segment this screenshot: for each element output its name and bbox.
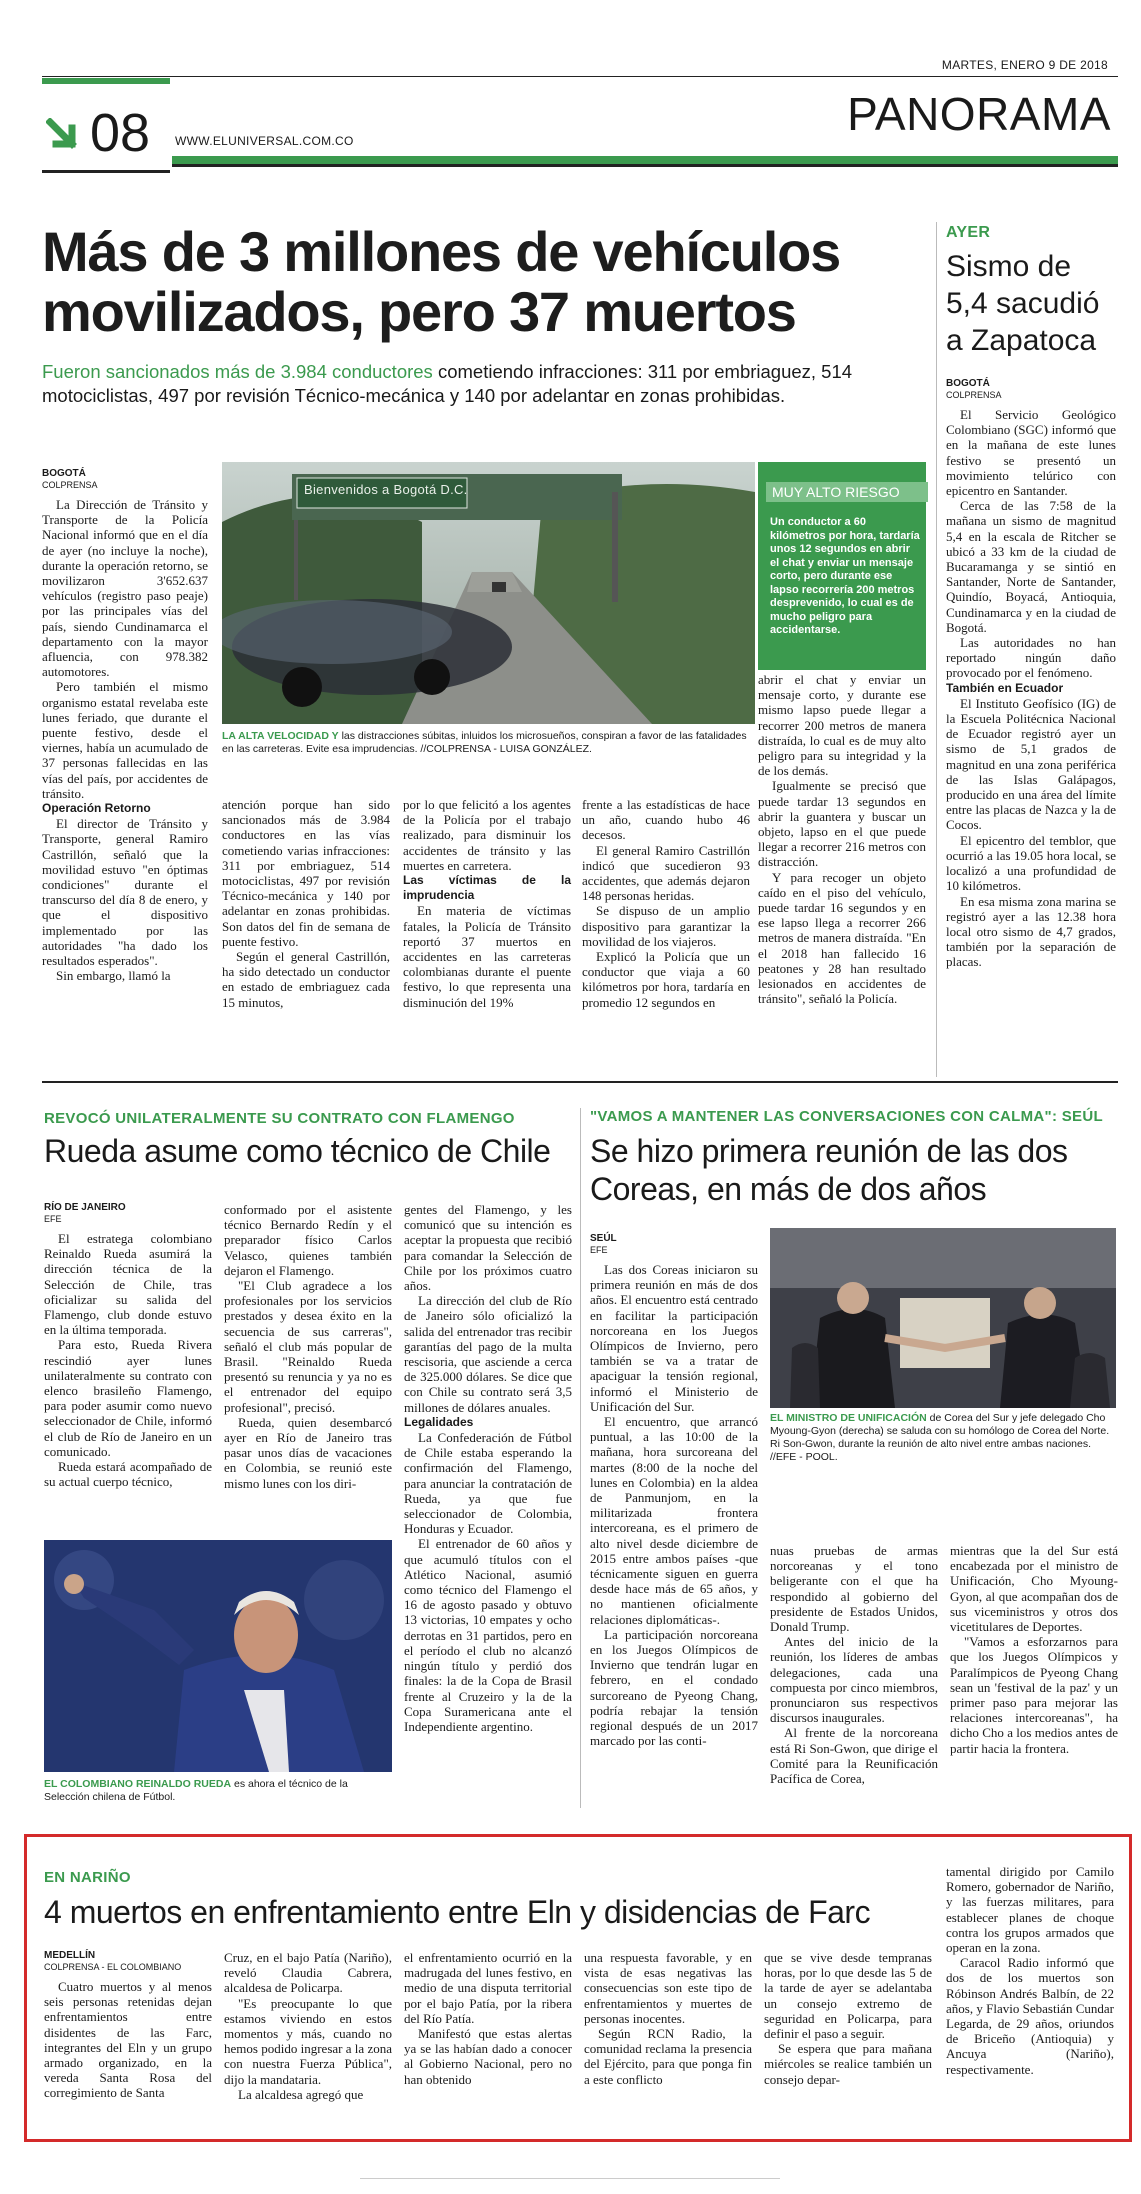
lead-caption-lead: LA ALTA VELOCIDAD Y [222, 730, 339, 742]
page-number-box [42, 103, 170, 168]
rueda-caption-rest: es ahora el técnico de la Selección chilena de Fútbol. [44, 1778, 348, 1803]
narino-col6 [946, 1864, 1114, 2077]
narino-col1 [44, 1950, 212, 2101]
lead-col1-p4: Sin embargo, llamó la [56, 968, 171, 984]
rueda-col3 [404, 1202, 572, 1734]
lead-col1 [42, 468, 208, 984]
header-dark-rule [172, 164, 1118, 167]
lead-col1-p1: La Dirección de Tránsito y Transporte de la Policía Nacional informó que en el día de ayer (no incluye la noche), durante la operación retorno, se movilizaron 3'652.637 vehículos (registro paso peaje) por las principales vías del país, siendo Cundinamarca el departamento con la mayor afluencia, con 978.382 automotores. [42, 497, 208, 680]
quake-p3: Las autoridades no han reportado ningún daño provocado por el fenómeno. [946, 635, 1116, 681]
narino-col5-p2: Se espera que para mañana miércoles se realice también un consejo depar- [764, 2041, 932, 2087]
narino-headline: 4 muertos en enfrentamiento entre Eln y disidencias de Farc [44, 1894, 871, 1930]
risk-sidebar [758, 462, 926, 670]
lead-photo [222, 462, 755, 724]
arrow-icon [46, 118, 82, 154]
lead-photo-art [222, 462, 755, 724]
rueda-photo [44, 1540, 392, 1772]
lead-col3-subhead: Las víctimas de la imprudencia [403, 873, 571, 903]
narino-col3-p1: el enfrentamiento ocurrió en la madrugada del lunes festivo, en medio de una disputa territorial por el bajo Patía, por la ribera del Río Patía. [404, 1950, 572, 2026]
lead-col4 [582, 797, 750, 1010]
quake-p4: El Instituto Geofísico (IG) de la Escuela Politécnica Nacional de Ecuador registró ayer un sismo de 5,1 grados de magnitud en una zona periférica de las Islas Galápagos, producido en una área del límite entre las placas de Nazca y la de Cocos. [946, 695, 1116, 833]
narino-col6-p2: Caracol Radio informó que dos de los muertos son Róbinson Andrés Balbín, de 22 años, y Flavio Sebastián Cundar Legarda, de 29 años, oriundos de Briceño (Antioquia) y Ancuya (Nariño), respectivamente. [946, 1955, 1114, 2077]
rueda-col1-p2: Para esto, Rueda Rivera rescindió ayer lunes unilateralmente su contrato con elenco brasileño Flamengo, para poder asumir como nuevo seleccionador de Chile, informó el club de Río de Janeiro en un comunicado. [44, 1337, 212, 1459]
rueda-col2 [224, 1202, 392, 1491]
narino-col2-p2: "Es preocupante lo que estamos viviendo en estos momentos y más, cuando no hemos podido ingresar a la zona con nuestra Fuerza Pública", dijo la mandataria. [224, 1995, 392, 2087]
lead-col5-p3: Y para recoger un objeto caído en el piso del vehículo, puede tardar 16 segundos y en ese lapso llega a recorrer 266 metros de manera distraída. "En el 2018 han fallecido 16 peatones y 28 han resultado lesionados en accidentes de tránsito", señaló la Policía. [758, 869, 926, 1007]
rueda-caption-lead: EL COLOMBIANO REINALDO RUEDA [44, 1778, 232, 1790]
lead-col4-p1: frente a las estadísticas de hace un año, cuando hubo 46 decesos. [582, 797, 750, 843]
lead-col3-p1: por lo que felicitó a los agentes de la Policía por el trabajo realizado, para disminuir los accidentes de tránsito y las muertes en carretera. [403, 797, 571, 873]
korea-caption-rest: de Corea del Sur y jefe delegado Cho Myoung-Gyon (derecha) se saluda con su homólogo de Corea del Norte. Ri Son-Gwon, durante la reunión de alto nivel entre ambas naciones. //EFE - POOL. [770, 1412, 1110, 1463]
footer-rule [360, 2178, 780, 2179]
lead-col5-p1: abrir el chat y enviar un mensaje corto, y durante ese mismo lapso puede llegar a recorrer 200 metros de manera distraída, lo cual es de muy alto peligro para su integridad y la de los demás. [758, 672, 926, 779]
section-divider [42, 1081, 1118, 1083]
rueda-photo-caption [44, 1778, 392, 1804]
quake-dateline: BOGOTÁ [946, 378, 990, 389]
narino-col6-p1: tamental dirigido por Camilo Romero, gobernador de Nariño, y las fuerzas militares, para establecer planes de choque contra los grupos armados que operan en la zona. [946, 1864, 1114, 1956]
quake-column-rule [936, 222, 937, 1077]
rueda-headline: Rueda asume como técnico de Chile [44, 1133, 551, 1169]
narino-dateline: MEDELLÍN [44, 1950, 96, 1961]
website-link[interactable]: WWW.ELUNIVERSAL.COM.CO [175, 134, 354, 148]
quake-p5: El epicentro del temblor, que ocurrió a las 19.05 hora local, se localizó a una profundidad de 10 kilómetros. [946, 832, 1116, 894]
korea-caption-lead: EL MINISTRO DE UNIFICACIÓN [770, 1412, 927, 1424]
narino-col4 [584, 1950, 752, 2087]
lead-col4-p2: El general Ramiro Castrillón indicó que sucedieron 93 accidentes, que además dejaron 148 personas heridas. [582, 842, 750, 904]
risk-sidebar-title: MUY ALTO RIESGO [766, 482, 928, 502]
quake-p1: El Servicio Geológico Colombiano (SGC) informó que en la mañana de este lunes festivo se presentó un movimiento telúrico con epicentro en Santander. [946, 407, 1116, 499]
quake-p6: En esa misma zona marina se registró ayer a las 12.38 hora local otro sismo de 4,7 grados, también por la separación de placas. [946, 893, 1116, 970]
lead-col2 [222, 797, 390, 1010]
lead-headline: Más de 3 millones de vehículos movilizados, pero 37 muertos [42, 220, 841, 343]
korea-col3 [950, 1543, 1118, 1756]
quake-kicker: AYER [946, 224, 991, 241]
narino-col1-p1: Cuatro muertos y al menos seis personas retenidas dejan enfrentamientos entre disidentes de las Farc, integrantes del Eln y un grupo armado organizado, en la vereda Santa Rosa del corregimiento de Santa [44, 1979, 212, 2101]
quake-agency: COLPRENSA [946, 390, 1002, 400]
header-green-tab [42, 78, 170, 84]
korea-col3-p2: "Vamos a esforzarnos para que los Juegos Olímpicos y Paralímpicos de Pyeong Chang sean un 'festival de la paz' y un primer paso para mejorar las relaciones intercoreanas", ha dicho Cho a los medios antes de partir hacia la frontera. [950, 1634, 1118, 1756]
section-title: PANORAMA [847, 88, 1111, 140]
lead-deck-rest: cometiendo infracciones: 311 por embriaguez, 514 motociclistas, 497 por revisión Técnico-mecánica y 140 por adelantar en zonas prohibidas. [42, 361, 853, 406]
rueda-dateline: RÍO DE JANEIRO [44, 1202, 126, 1213]
page-number-underline [42, 170, 170, 173]
rueda-col2-p1: conformado por el asistente técnico Bernardo Redín y el preparador físico Carlos Velasco, quienes también dejaron el Flamengo. [224, 1202, 392, 1278]
rueda-col3-subhead: Legalidades [404, 1414, 474, 1429]
korea-col2-p2: Antes del inicio de la reunión, los líderes de ambas delegaciones, cada una compuesta por cinco miembros, pronunciaron sus respectivos discursos inaugurales. [770, 1634, 938, 1726]
narino-kicker: EN NARIÑO [44, 1869, 131, 1886]
quake-subhead: También en Ecuador [946, 680, 1064, 695]
rueda-col1-p3: Rueda estará acompañado de su actual cuerpo técnico, [44, 1459, 212, 1490]
middle-column-rule [580, 1108, 581, 1808]
lead-col2-p1: atención porque han sido sancionados más de 3.984 conductores en las vías cometiendo varias infracciones: 311 por embriaguez, 514 motociclistas, 497 por revisión Técnico-mecánica y 140 por adelantar en zonas prohibidas. Son datos del fin de semana de puente festivo. [222, 797, 390, 949]
korea-col2-p3: Al frente de la norcoreana está Ri Son-Gwon, que dirige el Comité para la Reunificación Pacífica de Corea, [770, 1725, 938, 1787]
korea-col2-p1: nuas pruebas de armas norcoreanas y el tono beligerante con el que ha respondido al gobierno del presidente de Estados Unidos, Donald Trump. [770, 1543, 938, 1635]
narino-col2 [224, 1950, 392, 2102]
korea-col1-p2: El encuentro, que arrancó puntual, a las 10:00 de la mañana, hora surcoreana del martes (8:00 de la noche del lunes en Colombia) en la aldea de Panmunjom, en la militarizada frontera intercoreana, es el primero de alto nivel desde diciembre de 2015 entre ambos países -que técnicamente siguen en guerra desde hace más de 65 años, y no mantienen oficialmente relaciones diplomáticas-. [590, 1414, 758, 1627]
lead-col2-p2: Según el general Castrillón, ha sido detectado un conductor en estado de embriaguez cada 15 minutos, [222, 949, 390, 1010]
narino-col5 [764, 1950, 932, 2087]
lead-col3 [403, 797, 571, 1010]
rueda-col3-p2: La dirección del club de Río de Janeiro sólo oficializó la salida del entrenador tras recibir garantías del pago de la multa rescisoria, que asciende a cerca de 325.000 dólares. Se dice que con Chile su contrato será 3,5 millones de dólares anuales. [404, 1293, 572, 1415]
narino-col5-p1: que se vive desde tempranas horas, por lo que desde las 5 de la tarde de ayer se adelantaba un consejo extremo de seguridad en Policarpa, para definir el paso a seguir. [764, 1950, 932, 2042]
narino-col2-p3: La alcaldesa agregó que [238, 2086, 364, 2102]
narino-col3 [404, 1950, 572, 2087]
narino-agency: COLPRENSA - EL COLOMBIANO [44, 1962, 182, 1972]
lead-col1-p3: El director de Tránsito y Transporte, general Ramiro Castrillón, señaló que la movilidad estuvo "en óptimas condiciones" durante el transcurso del día 8 de enero, y que el dispositivo implementado por las autoridades "ha dado los resultados esperados". [42, 816, 208, 969]
narino-col4-p2: Según RCN Radio, la comunidad reclama la presencia del Ejército, para que ponga fin a este conflicto [584, 2026, 752, 2087]
rueda-col2-p2: "El Club agradece a los profesionales por los servicios prestados y desea éxito en la secuencia de sus carreras", señaló el club más popular de Brasil. "Reinaldo Rueda presentó su renuncia y ya no es el entrenador del equipo profesional", precisó. [224, 1278, 392, 1415]
header-green-rule [172, 156, 1118, 164]
korea-kicker: "VAMOS A MANTENER LAS CONVERSACIONES CON CALMA": SEÚL [590, 1108, 1103, 1125]
rueda-agency: EFE [44, 1214, 62, 1224]
korea-headline: Se hizo primera reunión de las dos Coreas, en más de dos años [590, 1133, 1068, 1207]
risk-sidebar-text: Un conductor a 60 kilómetros por hora, tardaría unos 12 segundos en abrir el chat y enviar un mensaje corto, pero durante ese lapso recorrería 200 metros desprevenido, lo cual es de mucho peligro para accidentarse. [770, 516, 920, 636]
rueda-kicker: REVOCÓ UNILATERALMENTE SU CONTRATO CON FLAMENGO [44, 1110, 515, 1127]
lead-deck [42, 360, 942, 408]
korea-col2 [770, 1543, 938, 1786]
lead-photo-caption [222, 730, 750, 756]
rueda-col3-p1: gentes del Flamengo, y les comunicó que su intención es aceptar la propuesta que recibió para comandar la Selección de Chile por los próximos cuatro años. [404, 1202, 572, 1294]
korea-col1 [590, 1233, 758, 1749]
korea-photo-caption [770, 1412, 1116, 1464]
quake-p2: Cerca de las 7:58 de la mañana un sismo de magnitud 5,4 en la escala de Ritcher se ubicó a 33 km de la ciudad de Bucaramanga y se sintió en Santander, Norte de Santander, Quindío, Boyacá, Antioquia, Cundinamarca y en la ciudad de Bogotá. [946, 498, 1116, 635]
lead-col3-p2: En materia de víctimas fatales, la Policía de Tránsito reportó 37 muertos en accidentes en las carreteras colombianas durante el puente festivo, lo que representa una disminución del 19% [403, 903, 571, 1010]
narino-col4-p1: una respuesta favorable, y en vista de esas negativas las consecuencias son este tipo de enfrentamientos y muertes de personas inocentes. [584, 1950, 752, 2026]
narino-col3-p2: Manifestó que estas alertas ya se las habían dado a conocer al Gobierno Nacional, pero no han obtenido [404, 2026, 572, 2087]
lead-caption-rest: las distracciones súbitas, inluidos los microsueños, conspiran a favor de las fatalidades en las carreteras. Evite esa imprudencias. //COLPRENSA - LUISA GONZÁLEZ. [222, 730, 747, 755]
korea-dateline: SEÚL [590, 1233, 617, 1244]
header-date: MARTES, ENERO 9 DE 2018 [941, 58, 1108, 72]
lead-col4-p3: Se dispuso de un amplio dispositivo para garantizar la movilidad de los viajeros. [582, 903, 750, 949]
page-number: 08 [90, 103, 151, 163]
korea-photo [770, 1228, 1116, 1408]
quake-headline: Sismo de 5,4 sacudió a Zapatoca [946, 250, 1100, 357]
korea-photo-art [770, 1228, 1116, 1408]
header-top-rule [42, 76, 1118, 77]
lead-col1-p2: Pero también el mismo organismo estatal revelaba este lunes feriado, que durante el puente festivo, desde el viernes, había un acumulado de 37 personas fallecidas en las vías del país, por accidentes de tránsito. [42, 679, 208, 801]
lead-dateline: BOGOTÁ [42, 468, 86, 479]
rueda-col2-p3: Rueda, quien desembarcó ayer en Río de Janeiro tras pasar unos días de vacaciones en Colombia, se reunió este mismo lunes con los diri- [224, 1414, 392, 1491]
lead-col5-p2: Igualmente se precisó que puede tardar 13 segundos en abrir la guantera y buscar un objeto, lapso en el que puede llegar a recorrer 216 metros con distracción. [758, 778, 926, 870]
lead-deck-highlight: Fueron sancionados más de 3.984 conductores [42, 361, 433, 382]
rueda-col3-p4: El entrenador de 60 años y que acumuló títulos con el Atlético Nacional, asumió como técnico del Flamengo el 16 de agosto pasado y obtuvo 13 victorias, 10 empates y ocho derrotas en 31 partidos, pero en el período el club no alcanzó ningún título y perdió dos finales: la de la Copa de Brasil frente al Cruzeiro y la de la Copa Suramericana ante el Independiente argentino. [404, 1536, 572, 1734]
lead-col1-subhead: Operación Retorno [42, 801, 151, 816]
rueda-col1-p1: El estratega colombiano Reinaldo Rueda asumirá la dirección técnica de la Selección de Chile, tras oficializar su salida del Flamengo, club donde estuvo en la última temporada. [44, 1231, 212, 1338]
lead-agency: COLPRENSA [42, 480, 98, 490]
korea-agency: EFE [590, 1245, 608, 1255]
lead-col5 [758, 672, 926, 1006]
rueda-col3-p3: La Confederación de Fútbol de Chile estaba esperando la confirmación del Flamengo, para anunciar la contratación de Rueda, ya que fue seleccionador de Colombia, Honduras y Ecuador. [404, 1430, 572, 1537]
rueda-photo-art [44, 1540, 392, 1772]
quake-body [946, 378, 1116, 970]
narino-col2-p1: Cruz, en el bajo Patía (Nariño), reveló Claudia Cabrera, alcaldesa de Policarpa. [224, 1950, 392, 1996]
korea-col3-p1: mientras que la del Sur está encabezada por el ministro de Unificación, Cho Myoung-Gyon, al que acompañan dos de sus viceministros y otros dos vicetitulares de Deportes. [950, 1543, 1118, 1635]
lead-col4-p4: Explicó la Policía que un conductor que viaja a 60 kilómetros por hora, tardaría en promedio 12 segundos en [582, 949, 750, 1010]
korea-col1-p1: Las dos Coreas iniciaron su primera reunión en más de dos años. El encuentro está centrado en facilitar la participación norcoreana en los Juegos Olímpicos de Invierno, pero también se va a tratar de apaciguar la tensión regional, informó el Ministerio de Unificación del Sur. [590, 1262, 758, 1414]
lead-photo-sign: Bienvenidos a Bogotá D.C. [304, 482, 468, 497]
rueda-col1 [44, 1202, 212, 1489]
korea-col1-p3: La participación norcoreana en los Juegos Olímpicos de Invierno que tendrán lugar en febrero, en el condado surcoreano de Pyeong Chang, podría rebajar la tensión regional después de un 2017 marcado por las conti- [590, 1626, 758, 1749]
